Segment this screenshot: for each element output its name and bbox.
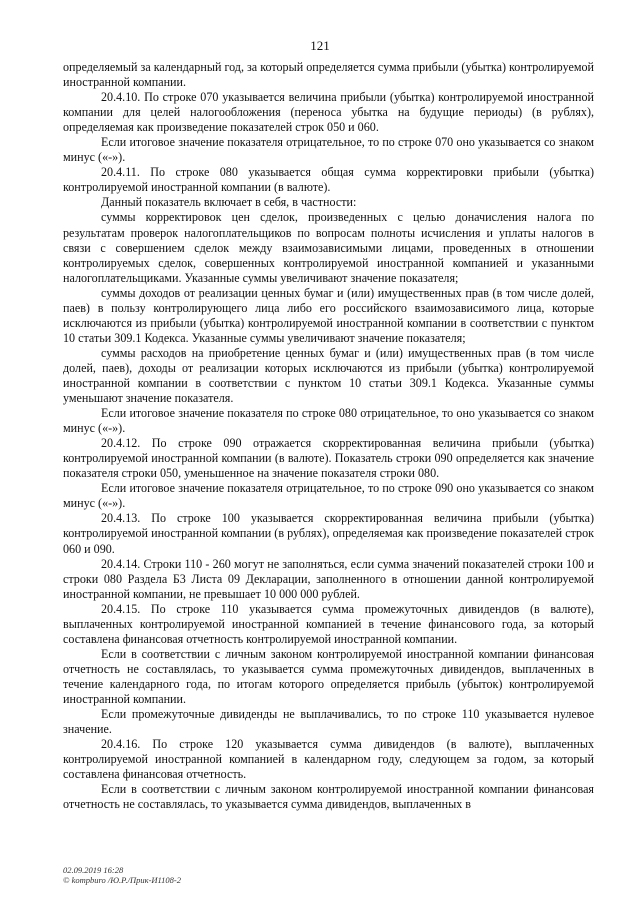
paragraph: Если в соответствии с личным законом контролируемой иностранной компании финансовая отчетность не составлялась, то указывается сумма промежуточных дивидендов, выплаченных в течение календарного года, по итогам которого определяется прибыль (убыток) контролируемой иностранной компании. (63, 646, 594, 706)
paragraph: суммы расходов на приобретение ценных бумаг и (или) имущественных прав (в том числе долей, паев), доходы от реализации которых исключаются из прибыли (убытка) контролируемой иностранной компании в соответствии с пунктом 10 статьи 309.1 Кодекса. Указанные суммы уменьшают значение показателя. (63, 345, 594, 406)
page-number: 121 (310, 38, 330, 53)
paragraph: Данный показатель включает в себя, в частности: (101, 195, 357, 210)
paragraph: Если итоговое значение показателя отрицательное, то по строке 090 оно указывается со знаком минус («-»). (63, 481, 594, 511)
footer-timestamp: 02.09.2019 16:28 (63, 865, 124, 875)
paragraph: Если итоговое значение показателя по строке 080 отрицательное, то оно указывается со знаком минус («-»). (63, 406, 594, 436)
paragraph: 20.4.11. По строке 080 указывается общая сумма корректировки прибыли (убытка) контролируемой иностранной компании (в валюте). (63, 165, 594, 195)
paragraph: 20.4.15. По строке 110 указывается сумма промежуточных дивидендов (в валюте), выплаченных контролируемой иностранной компанией в течение финансового года, за который составлена финансовая отчетность контролируемой иностранной компании. (63, 601, 594, 646)
paragraph: суммы доходов от реализации ценных бумаг и (или) имущественных прав (в том числе долей, паев) в пользу контролирующего лица либо его российского взаимозависимого лица, которые исключаются из прибыли (убытка) контролируемой иностранной компании в соответствии с пунктом 10 статьи 309.1 Кодекса. Указанные суммы увеличивают значение показателя; (63, 285, 594, 345)
paragraph: 20.4.10. По строке 070 указывается величина прибыли (убытка) контролируемой иностранной компании для целей налогообложения (переноса убытка на будущие периоды) (в рублях), определяемая как произведение показателей строк 050 и 060. (63, 90, 594, 135)
paragraph: определяемый за календарный год, за который определяется сумма прибыли (убытка) контролируемой иностранной компании. (63, 60, 594, 90)
paragraph: 20.4.13. По строке 100 указывается скорректированная величина прибыли (убытка) контролируемой иностранной компании (в рублях), определяемая как произведение показателей строк 060 и 090. (63, 511, 594, 556)
paragraph: Если промежуточные дивиденды не выплачивались, то по строке 110 указывается нулевое значение. (63, 707, 594, 737)
paragraph: 20.4.14. Строки 110 - 260 могут не заполняться, если сумма значений показателей строки 100 и строки 080 Раздела Б3 Листа 09 Декларации, заполненного в отношении данной контролируемой иностранной компании, не превышает 10 000 000 рублей. (63, 556, 594, 601)
footer (63, 865, 181, 885)
paragraph: Если в соответствии с личным законом контролируемой иностранной компании финансовая отчетность не составлялась, то указывается сумма дивидендов, выплаченных в (63, 782, 594, 812)
paragraph: 20.4.16. По строке 120 указывается сумма дивидендов (в валюте), выплаченных контролируемой иностранной компанией в календарном году, следующем за годом, за который составлена финансовая отчетность. (63, 737, 594, 782)
paragraph: Если итоговое значение показателя отрицательное, то по строке 070 оно указывается со знаком минус («-»). (63, 135, 594, 165)
paragraph: суммы корректировок цен сделок, произведенных с целью доначисления налога по результатам проверок налогоплательщиков по вопросам полноты исчисления и уплаты налогов в связи с совершением сделок между взаимозависимыми лицами, проведенных в отношении контролируемых сделок, совершенных контролируемой иностранной компанией и указанными налогоплательщиками. Указанные суммы увеличивают значение показателя; (63, 210, 594, 285)
document-body (63, 60, 594, 812)
paragraph: 20.4.12. По строке 090 отражается скорректированная величина прибыли (убытка) контролируемой иностранной компании (в валюте). Показатель строки 090 определяется как значение показателя строки 050, уменьшенное на значение показателя строки 080. (63, 436, 594, 481)
footer-source: © kompburo /Ю.Р./Прик-И1108-2 (63, 875, 181, 885)
